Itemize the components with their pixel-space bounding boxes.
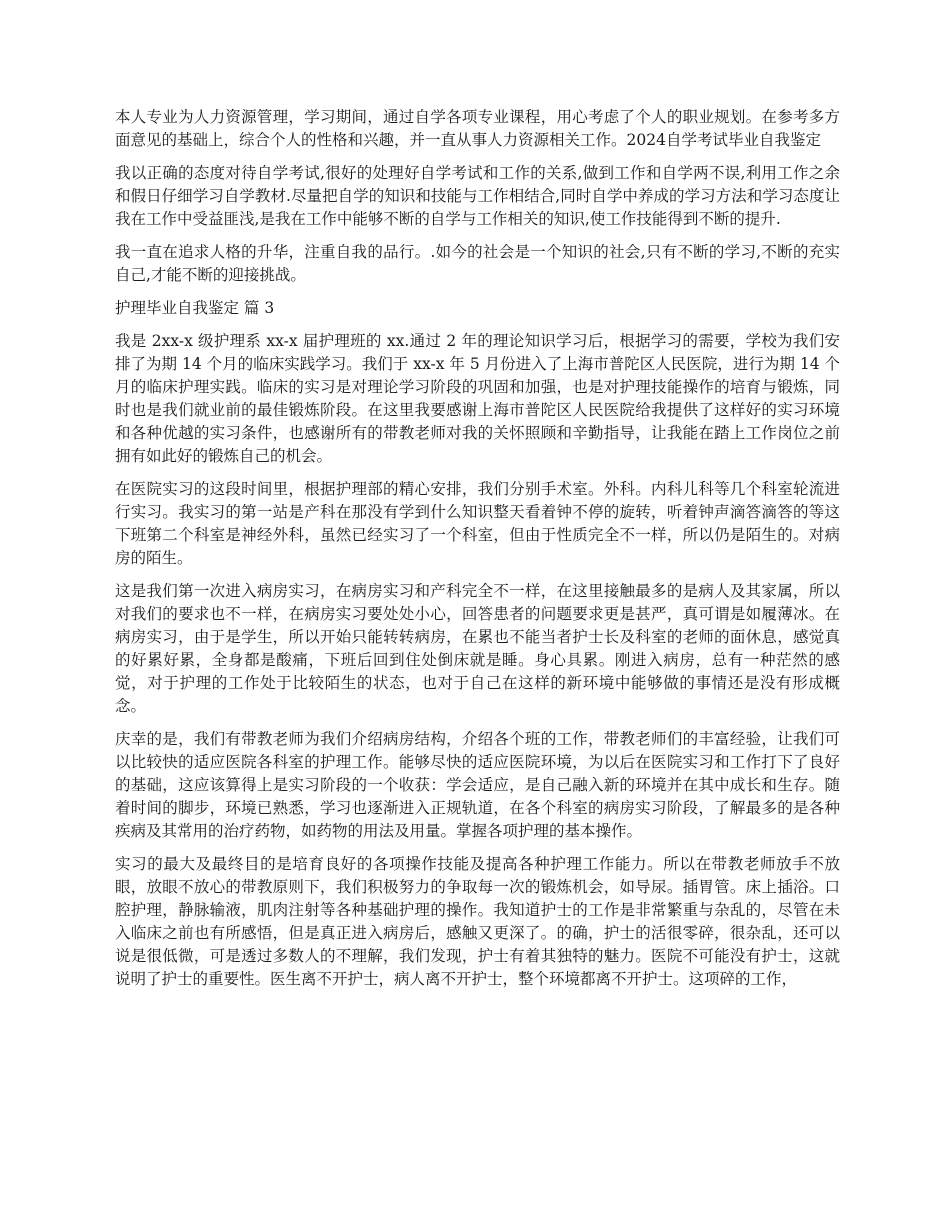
paragraph-personal-character: 我一直在追求人格的升华，注重自我的品行。.如今的社会是一个知识的社会,只有不断的学习,不断的充实自己,才能不断的迎接挑战。 <box>115 243 840 284</box>
paragraph-self-study-attitude: 我以正确的态度对待自学考试,很好的处理好自学考试和工作的关系,做到工作和自学两不误,利用工作之余和假日仔细学习自学教材.尽量把自学的知识和技能与工作相结合,同时自学中养成的学习方法和学习态度让我在工作中受益匪浅,是我在工作中能够不断的自学与工作相关的知识,使工作技能得到不断的提升. <box>115 164 840 228</box>
paragraph-ward-internship: 这是我们第一次进入病房实习，在病房实习和产科完全不一样，在这里接触最多的是病人及其家属，所以对我们的要求也不一样，在病房实习要处处小心，回答患者的问题要求更是甚严，真可谓是如履薄冰。在病房实习，由于是学生，所以开始只能转转病房，在累也不能当者护士长及科室的老师的面休息，感觉真的好累好累，全身都是酸痛，下班后回到住处倒床就是睡。身心具累。刚进入病房，总有一种茫然的感觉，对于护理的工作处于比较陌生的状态，也对于自己在这样的新环境中能够做的事情还是没有形成概念。 <box>115 582 840 715</box>
paragraph-nursing-intro: 我是 2xx-x 级护理系 xx-x 届护理班的 xx.通过 2 年的理论知识学习后，根据学习的需要，学校为我们安排了为期 14 个月的临床实践学习。我们于 xx-x 年 5 月份进入了上海市普陀区人民医院，进行为期 14 个月的临床护理实践。临床的实习是对理论学习阶段的巩固和加强，也是对护理技能操作的培育与锻炼，同时也是我们就业前的最佳锻炼阶段。在这里我要感谢上海市普陀区人民医院给我提供了这样好的实习环境和各种优越的实习条件，也感谢所有的带教老师对我的关怀照顾和辛勤指导，让我能在踏上工作岗位之前拥有如此好的锻炼自己的机会。 <box>115 332 840 465</box>
section-heading: 护理毕业自我鉴定 篇 3 <box>115 299 275 317</box>
paragraph-hr-major: 本人专业为人力资源管理，学习期间，通过自学各项专业课程，用心考虑了个人的职业规划。在参考多方面意见的基础上，综合个人的性格和兴趣，并一直从事人力资源相关工作。2024自学考试毕业自我鉴定 <box>115 108 840 149</box>
document-body <box>115 106 840 1001</box>
paragraph-hospital-rotation: 在医院实习的这段时间里，根据护理部的精心安排，我们分别手术室。外科。内科儿科等几个科室轮流进行实习。我实习的第一站是产科在那没有学到什么知识整天看着钟不停的旋转，听着钟声滴答滴答的等这下班第二个科室是神经外科，虽然已经实习了一个科室，但由于性质完全不一样，所以仍是陌生的。对病房的陌生。 <box>115 480 840 567</box>
paragraph-teacher-guidance: 庆幸的是，我们有带教老师为我们介绍病房结构，介绍各个班的工作，带教老师们的丰富经验，让我们可以比较快的适应医院各科室的护理工作。能够尽快的适应医院环境，为以后在医院实习和工作打下了良好的基础，这应该算得上是实习阶段的一个收获：学会适应，是自己融入新的环境并在其中成长和生存。随着时间的脚步，环境已熟悉，学习也逐渐进入正规轨道，在各个科室的病房实习阶段，了解最多的是各种疾病及其常用的治疗药物，如药物的用法及用量。掌握各项护理的基本操作。 <box>115 730 840 840</box>
paragraph-internship-goal: 实习的最大及最终目的是培育良好的各项操作技能及提高各种护理工作能力。所以在带教老师放手不放眼，放眼不放心的带教原则下，我们积极努力的争取每一次的锻炼机会，如导尿。插胃管。床上插浴。口腔护理，静脉输液，肌肉注射等各种基础护理的操作。我知道护士的工作是非常繁重与杂乱的，尽管在未入临床之前也有所感悟，但是真正进入病房后，感触又更深了。的确，护士的活很零碎，很杂乱，还可以说是很低微，可是透过多数人的不理解，我们发现，护士有着其独特的魅力。医院不可能没有护士，这就说明了护士的重要性。医生离不开护士，病人离不开护士，整个环境都离不开护士。这项碎的工作， <box>115 855 840 988</box>
